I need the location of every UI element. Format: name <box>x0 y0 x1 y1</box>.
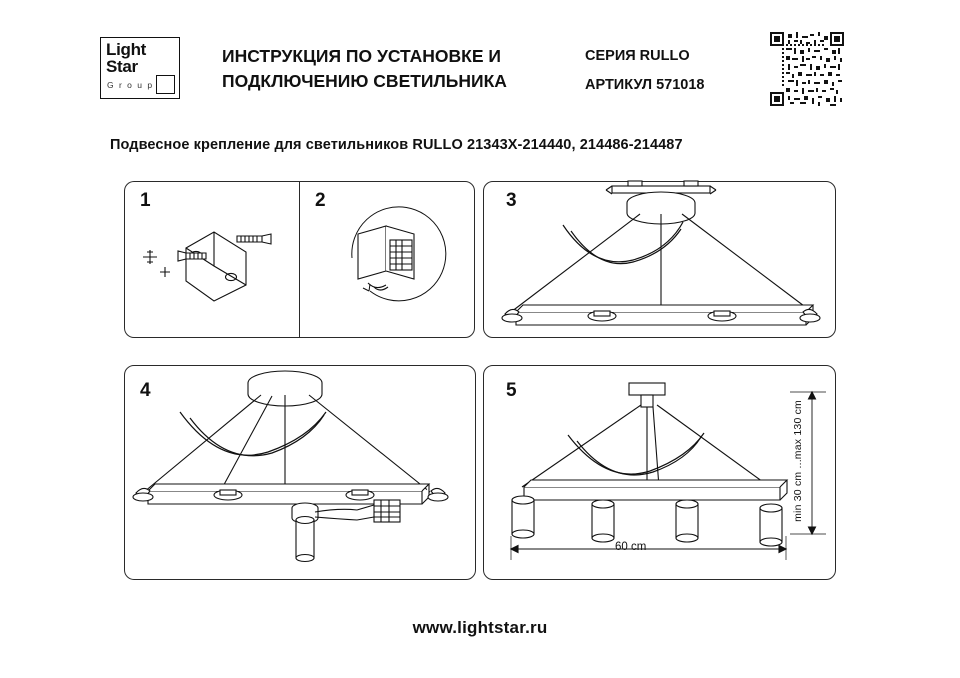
height-dimension-label: min 30 cm ...max 130 cm <box>792 400 804 522</box>
subtitle: Подвесное крепление для светильников RULLO 21343X-214440, 214486-214487 <box>110 137 683 153</box>
logo-line-1: Light <box>106 40 147 59</box>
step-2-number: 2 <box>315 190 326 211</box>
series-label: СЕРИЯ RULLO <box>585 48 690 64</box>
website-footer[interactable]: www.lightstar.ru <box>412 618 548 637</box>
logo-line-2: Star <box>106 57 138 76</box>
article-label: АРТИКУЛ 571018 <box>585 77 705 93</box>
width-dimension-label: 60 cm <box>615 541 647 553</box>
step-1-number: 1 <box>140 190 151 211</box>
logo-line-3: G r o u p <box>107 80 154 90</box>
page-title: ИНСТРУКЦИЯ ПО УСТАНОВКЕ И ПОДКЛЮЧЕНИЮ СВЕТИЛЬНИКА <box>222 46 507 91</box>
step-3-number: 3 <box>506 190 517 211</box>
step-4-number: 4 <box>140 380 151 401</box>
step-5-number: 5 <box>506 380 517 401</box>
